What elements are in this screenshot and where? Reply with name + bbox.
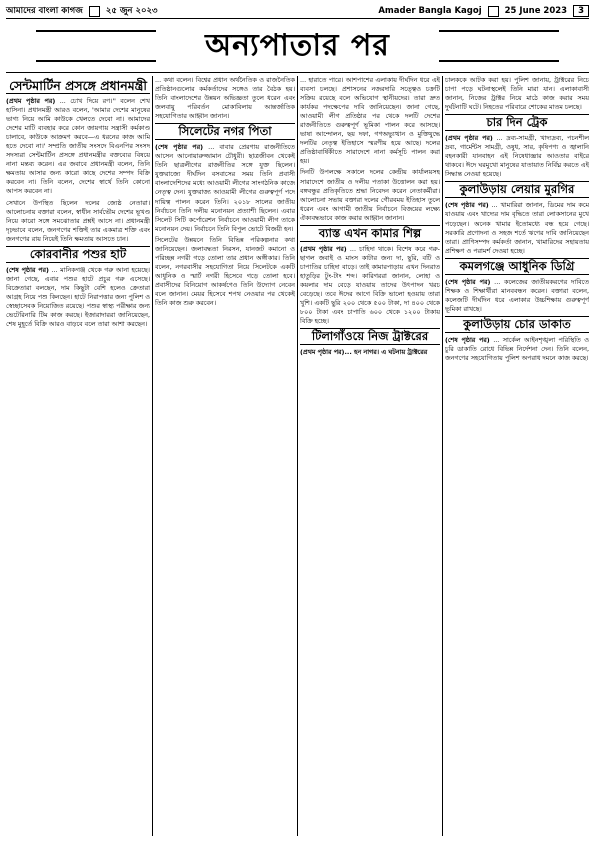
column-4: [445, 76, 589, 838]
article-body: দিনটি উপলক্ষে সকালে দলের কেন্দ্রীয় কার্যালয়সহ সারাদেশে জাতীয় ও দলীয় পতাকা উত্তোলন করা হয়। বঙ্গবন্ধুর প্রতিকৃতিতে শ্রদ্ধা নিবেদন করেন নেতাকর্মীরা। আলোচনা সভায় বক্তারা দলের গৌরবময় ইতিহাস তুলে ধরেন এবং আগামী জাতীয় নির্বাচনে বিজয়ের লক্ষ্যে ঐক্যবদ্ধভাবে কাজ করার আহ্বান জানান।: [300, 168, 440, 222]
ornament-left: [36, 30, 156, 62]
article-headline: চার দিন ট্রেক: [445, 114, 589, 131]
masthead-title: অন্যপাতার পর: [205, 28, 390, 63]
article-lead: (শেষ পৃষ্ঠার পর): [445, 277, 491, 286]
article-headline: কুলাউড়ায় লেয়ার মুরগির: [445, 181, 589, 198]
article-body: ... চাহিদা থাকে। বিশেষ করে গরু-ছাগল জবাই ও মাংস কাটার জন্য দা, ছুরি, বটি ও চাপাতির চাহিদা বাড়ে। তাই কামারপাড়ায় এখন দিনরাত হাতুড়ির টুং-টাং শব্দ। কারিগররা জানান, লোহা ও কয়লার দাম বেড়ে যাওয়ায় তাদের উৎপাদন খরচ বেড়েছে। তবে ঈদের আগে বিক্রি ভালো হওয়ায় তারা খুশি। একটি ছুরি ২০০ থেকে ৫০০ টাকা, দা ৪০০ থেকে ৮০০ টাকা এবং চাপাতি ৬০০ থেকে ১২০০ টাকায় বিক্রি হচ্ছে।: [300, 244, 440, 326]
column-divider: [442, 76, 443, 836]
article-body: ... বাবার প্রেরণায় রাজনীতিতে আসেন আনোয়ারুজ্জামান চৌধুরী। ছাত্রজীবন থেকেই তিনি ছাত্রলীগের রাজনীতির সঙ্গে যুক্ত ছিলেন। যুক্তরাজ্যে দীর্ঘদিন বসবাসের সময় তিনি প্রবাসী বাংলাদেশিদের মধ্যে আওয়ামী লীগের সাংগঠনিক কাজে নেতৃত্ব দেন। যুক্তরাজ্য আওয়ামী লীগের গুরুত্বপূর্ণ পদে দায়িত্ব পালন করেন তিনি। ২০১৮ সালের জাতীয় নির্বাচনে তিনি দলীয় মনোনয়ন প্রত্যাশী ছিলেন। এবার সিলেট সিটি কর্পোরেশন নির্বাচনে আওয়ামী লীগ তাকে মনোনয়ন দেয়। নির্বাচনে তিনি বিপুল ভোটে বিজয়ী হন।: [155, 143, 295, 233]
article-body: ... দ্রব্য-সামগ্রী, খাদ্যদ্রব্য, পচনশীল দ্রব্য, গার্মেন্টস সামগ্রী, ওষুধ, সার, কৃষিপণ্য ও জ্বালানি বহনকারী যানবাহন এই নিষেধাজ্ঞার আওতার বাইরে থাকবে। ঈদে ঘরমুখো মানুষের যাতায়াত নির্বিঘ্ন করতে এই সিদ্ধান্ত নেওয়া হয়েছে।: [445, 134, 589, 179]
article-body: সেখানে উপস্থিত ছিলেন দলের জ্যেষ্ঠ নেতারা। আলোচনায় বক্তারা বলেন, স্বাধীন সার্বভৌম দেশের ভূখণ্ড নিয়ে কারো সঙ্গে সমঝোতার প্রশ্নই আসে না। প্রধানমন্ত্রী দৃঢ়ভাবে বলেন, জনগণের শক্তিই তার একমাত্র শক্তি এবং জনগণের রায় নিয়েই তিনি ক্ষমতায় আসতে চান।: [6, 198, 150, 243]
masthead: [6, 22, 589, 73]
column-1: [6, 76, 150, 838]
article-lead: (শেষ পৃষ্ঠার পর): [155, 143, 204, 152]
article-lead: (শেষ পৃষ্ঠার পর): [445, 201, 489, 210]
article-body: সিলেটের উন্নয়নে তিনি বিভিন্ন পরিকল্পনার কথা জানিয়েছেন। জলাবদ্ধতা নিরসন, যানজট কমানো ও পরিচ্ছন্ন নগরী গড়ে তোলা তার প্রধান অঙ্গীকার। তিনি বলেন, নগরবাসীর সহযোগিতা নিয়ে সিলেটকে একটি আধুনিক ও স্মার্ট নগরী হিসেবে গড়ে তোলা হবে। প্রবাসীদের বিনিয়োগ আকর্ষণেও তিনি উদ্যোগ নেবেন বলে জানান। মেয়র হিসেবে শপথ নেওয়ার পর থেকেই তিনি কাজ শুরু করবেন।: [155, 235, 295, 308]
article-body: ... মানিকগঞ্জ থেকে গরু আনা হয়েছে। জানা গেছে, এবার পশুর হাটে প্রচুর গরু এসেছে। বিক্রেতারা বলছেন, দাম কিছুটা বেশি হলেও ক্রেতারা আগ্রহ নিয়ে পশু কিনছেন। হাটে নিরাপত্তার জন্য পুলিশ ও স্বেচ্ছাসেবক নিয়োজিত রয়েছে। পশুর স্বাস্থ্য পরীক্ষার জন্য ভেটেরিনারি টিম কাজ করছে। ইজারাদাররা জানিয়েছেন, শেষ মুহূর্তে বিক্রি আরও বাড়বে বলে তারা আশা করছেন।: [6, 265, 150, 329]
article-headline: সিলেটের নগর পিতা: [155, 123, 295, 140]
header-box-icon: [89, 6, 100, 17]
article-body: চালককে আটক করা হয়। পুলিশ জানায়, ট্রাক্টরের নিচে চাপা পড়ে ঘটনাস্থলেই তিনি মারা যান। এলাকাবাসী জানান, নিজের ট্রাক্টর নিয়ে মাঠে কাজ করার সময় দুর্ঘটনাটি ঘটে। নিহতের পরিবারে শোকের মাতম চলছে।: [445, 76, 589, 112]
header-right-title: Amader Bangla Kagoj: [378, 6, 482, 16]
article-headline: কোরবানীর পশুর হাট: [6, 246, 150, 263]
article-body: ... কথা বলেন। বিশ্বের প্রধান অর্থনৈতিক ও রাজনৈতিক প্রতিষ্ঠানগুলোর কর্মকর্তাদের সঙ্গেও তার বৈঠক হয়। তিনি বাংলাদেশের উন্নয়ন অভিজ্ঞতা তুলে ধরেন এবং জলবায়ু পরিবর্তন মোকাবিলায় আন্তর্জাতিক সহযোগিতার আহ্বান জানান।: [155, 76, 295, 121]
article-headline: ব্যাস্ত এখন কামার শিল্প: [300, 225, 440, 242]
article-lead: (প্রথম পৃষ্ঠার পর): [6, 97, 56, 105]
article-body: ... খামারিরা জানান, ডিমের দাম কমে যাওয়ায় এবং খাদ্যের দাম বৃদ্ধিতে তারা লোকসানের মুখে পড়েছেন। অনেক খামার ইতোমধ্যে বন্ধ হয়ে গেছে। সরকারি প্রণোদনা ও সহজ শর্তে ঋণের দাবি জানিয়েছেন তারা। প্রাণিসম্পদ কর্মকর্তা জানান, খামারিদের সহায়তায় প্রশিক্ষণ ও পরামর্শ দেওয়া হচ্ছে।: [445, 201, 589, 255]
column-3: [300, 76, 440, 838]
column-divider: [152, 76, 153, 836]
header-right-date: 25 June 2023: [504, 6, 568, 16]
header-right: [378, 5, 589, 17]
article-lead: (প্রথম পৃষ্ঠার পর): [445, 134, 493, 143]
article-lead: (শেষ পৃষ্ঠার পর): [6, 265, 49, 274]
article-body: ... চোখ দিয়ে রণ।'' বলেন শেখ হাসিনা। প্রধানমন্ত্রী আরও বলেন, 'আমার দেশের মানুষের ভাগ্য নিয়ে আমি কাউকে খেলতে দেবো না। আমাদের দেশের মাটি ব্যবহার করে কোন জায়গায় সন্ত্রাসী কর্মকাণ্ড চালাবে, কাউকে আক্রমণ করবে—এ ধরনের কাজ আমি হতে দেবো না।' সম্প্রতি জাতীয় সংসদে বিএনপির সংসদ সদস্যরা সেন্টমার্টিন প্রসঙ্গে প্রধানমন্ত্রীর বক্তব্যের বিষয়ে নানা মন্তব্য করেন। এর জবাবে প্রধানমন্ত্রী বলেন, তিনি ক্ষমতায় আসার জন্য কারো কাছে দেশের সম্পদ বিক্রি করবেন না। তিনি বলেন, দেশের স্বার্থে তিনি কোনো আপস করবেন না।: [6, 97, 150, 196]
header-box-icon: [488, 6, 499, 17]
header-left-title: আমাদের বাংলা কাগজ: [6, 6, 83, 16]
article-lead: (শেষ পৃষ্ঠার পর): [445, 335, 490, 344]
article-lead: (প্রথম পৃষ্ঠার পর)... হন নাগর। এ ঘটনায় ট্রাক্টরের: [300, 348, 428, 357]
article-headline: কুলাউড়ায় চোর ডাকাত: [445, 316, 589, 333]
header-left-date: ২৫ জুন ২০২৩: [105, 6, 158, 16]
page-number: 3: [573, 5, 589, 17]
column-divider: [297, 76, 298, 836]
article-body: ... সার্কেল আইনশৃঙ্খলা পরিস্থিতি ও চুরি ডাকাতি রোধে বিভিন্ন নির্দেশনা দেন। তিনি বলেন, জনগণের সহযোগিতায় পুলিশ অপরাধ দমনে কাজ করছে।: [445, 335, 589, 362]
article-lead: (প্রথম পৃষ্ঠার পর): [300, 244, 347, 253]
article-headline: কমলগঞ্জে আধুনিক ডিগ্রি: [445, 258, 589, 275]
article-headline: টিলাগাঁওয়ে নিজ ট্রাক্টরের: [300, 328, 440, 345]
article-body: ... হারাতে পারে। আশপাশের এলাকায় দীর্ঘদিন ধরে এই ব্যবসা চলছে। প্রশাসনের নজরদারি সত্ত্বেও চক্রটি সক্রিয় রয়েছে বলে অভিযোগ স্থানীয়দের। তারা দ্রুত কার্যকর পদক্ষেপের দাবি জানিয়েছেন। জানা গেছে, আওয়ামী লীগ প্রতিষ্ঠার পর থেকে দলটি দেশের রাজনীতিতে গুরুত্বপূর্ণ ভূমিকা পালন করে আসছে। ভাষা আন্দোলন, ছয় দফা, গণঅভ্যুত্থান ও মুক্তিযুদ্ধে দলটির নেতৃত্ব ইতিহাসে স্মরণীয় হয়ে আছে। দলের প্রতিষ্ঠাবার্ষিকীতে সারাদেশে নানা কর্মসূচি পালন করা হয়।: [300, 76, 440, 166]
article-headline: সেন্টমার্টিন প্রসঙ্গে প্রধানমন্ত্রী: [6, 78, 150, 94]
header-left: [6, 4, 158, 18]
page-header: [6, 4, 589, 19]
ornament-right: [439, 30, 559, 62]
column-2: [155, 76, 295, 838]
article-body: ... কলেজের জাতীয়করণের দাবিতে শিক্ষক ও শিক্ষার্থীরা মানববন্ধন করেন। বক্তারা বলেন, কলেজটি দীর্ঘদিন ধরে এলাকার উচ্চশিক্ষায় গুরুত্বপূর্ণ ভূমিকা রাখছে।: [445, 277, 589, 313]
